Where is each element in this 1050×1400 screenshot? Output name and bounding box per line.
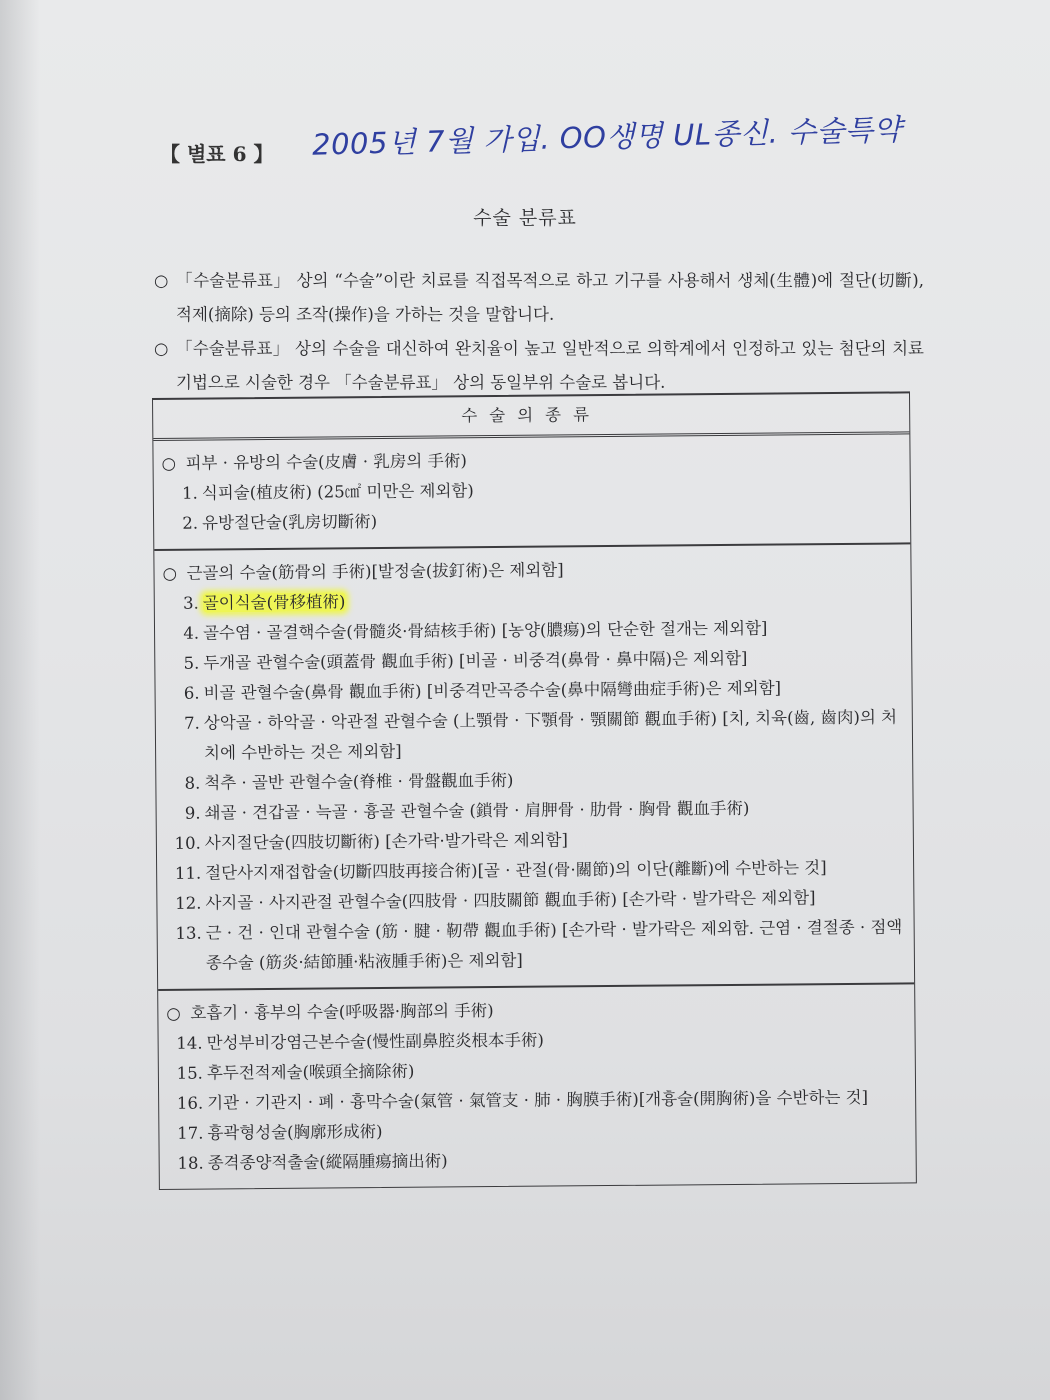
item-number: 8. bbox=[184, 773, 201, 793]
annex-label: 【 별표 6 】 bbox=[160, 142, 274, 166]
item-number: 11. bbox=[174, 863, 202, 883]
group-title: 근골의 수술(筋骨의 手術)[발정술(拔釘術)은 제외함] bbox=[186, 560, 564, 583]
table-group bbox=[158, 984, 916, 1189]
item-text: 골수염 · 골결핵수술(骨髓炎·骨結核手術) [농양(膿瘍)의 단순한 절개는 제외함] bbox=[202, 618, 768, 643]
note-item bbox=[154, 332, 924, 400]
item-text: 만성부비강염근본수술(慢性副鼻腔炎根本手術) bbox=[206, 1030, 544, 1053]
group-bullet: ○ bbox=[166, 1003, 181, 1023]
notes-section bbox=[154, 264, 924, 400]
list-item bbox=[168, 1142, 906, 1178]
note-item bbox=[154, 264, 924, 332]
group-bullet: ○ bbox=[161, 453, 177, 473]
item-number: 4. bbox=[183, 623, 200, 643]
item-number: 5. bbox=[183, 653, 200, 673]
table-body bbox=[153, 434, 915, 1189]
group-title: 피부 · 유방의 수술(皮膚 · 乳房의 手術) bbox=[185, 451, 468, 473]
item-text: 비골 관혈수술(鼻骨 觀血手術) [비중격만곡증수술(鼻中隔彎曲症手術)은 제외함] bbox=[203, 678, 782, 703]
item-number: 17. bbox=[177, 1123, 204, 1143]
note-bullet: ○ bbox=[154, 339, 169, 358]
item-label bbox=[204, 702, 902, 768]
item-text: 사지골 · 사지관절 관혈수술(四肢骨 · 四肢關節 觀血手術) [손가락 · 발가락은 제외함] bbox=[205, 888, 816, 913]
item-text: 흉곽형성술(胸廓形成術) bbox=[207, 1122, 383, 1143]
list-item bbox=[164, 702, 902, 768]
item-number: 16. bbox=[176, 1093, 204, 1113]
table-group bbox=[153, 434, 910, 551]
item-number: 1. bbox=[181, 483, 198, 503]
item-number: 2. bbox=[182, 513, 199, 533]
item-number: 12. bbox=[175, 893, 202, 913]
note-text: 「수술분류표」 상의 “수술”이란 치료를 직접목적으로 하고 기구를 사용해서 생체(生體)에 절단(切斷), 적제(摘除) 등의 조작(操作)을 가하는 것을 말합니다. bbox=[176, 271, 924, 324]
item-text: 유방절단술(乳房切斷術) bbox=[202, 512, 378, 533]
item-label bbox=[206, 912, 904, 978]
item-number: 7. bbox=[184, 713, 200, 733]
item-text: 상악골 · 하악골 · 악관절 관혈수술 (上顎骨 · 下顎骨 · 顎關節 觀血手術) [치, 치육(齒, 齒肉)의 처치에 수반하는 것은 제외함] bbox=[203, 707, 898, 763]
table-group bbox=[154, 544, 914, 991]
item-text: 사지절단술(四肢切斷術) [손가락·발가락은 제외함] bbox=[204, 830, 569, 853]
item-label bbox=[202, 502, 900, 538]
item-text: 두개골 관혈수술(頭蓋骨 觀血手術) [비골 · 비중격(鼻骨 · 鼻中隔)은 제외함] bbox=[203, 648, 748, 673]
highlighted-item-text: 골이식술(骨移植術) bbox=[202, 592, 346, 613]
item-number: 15. bbox=[176, 1063, 203, 1083]
page-title: 수술 분류표 bbox=[473, 207, 577, 229]
list-item bbox=[166, 912, 904, 978]
group-bullet: ○ bbox=[162, 563, 178, 583]
surgery-classification-table bbox=[152, 391, 917, 1190]
item-text: 척추 · 골반 관혈수술(脊椎 · 骨盤觀血手術) bbox=[204, 770, 514, 793]
table-header: 수술의종류 bbox=[153, 393, 909, 441]
item-number: 14. bbox=[176, 1033, 203, 1053]
item-text: 종격종양적출술(縱隔腫瘍摘出術) bbox=[207, 1151, 448, 1173]
item-text: 쇄골 · 견갑골 · 늑골 · 흉골 관혈수술 (鎖骨 · 肩胛骨 · 肋骨 · 胸骨 觀血手術) bbox=[204, 798, 750, 823]
item-text: 식피술(植皮術) (25㎠ 미만은 제외함) bbox=[201, 481, 474, 503]
item-number: 13. bbox=[175, 923, 202, 943]
item-label bbox=[208, 1142, 906, 1178]
item-text: 근 · 건 · 인대 관혈수술 (筋 · 腱 · 靭帶 觀血手術) [손가락 · 발가락은 제외함. 근염 · 결절종 · 점액종수술 (筋炎·結節腫·粘液腫手術)은 제외함] bbox=[205, 917, 903, 973]
note-bullet: ○ bbox=[154, 271, 169, 290]
item-number: 9. bbox=[184, 803, 201, 823]
item-text: 기관 · 기관지 · 폐 · 흉막수술(氣管 · 氣管支 · 肺 · 胸膜手術)[개흉술(開胸術)을 수반하는 것] bbox=[207, 1087, 869, 1113]
handwritten-note: 2005년 7월 가입. OO생명 UL종신. 수술특약 bbox=[311, 112, 903, 162]
item-text: 절단사지재접합술(切斷四肢再接合術)[골 · 관절(骨·關節)의 이단(離斷)에 수반하는 것] bbox=[205, 858, 827, 883]
item-number: 18. bbox=[177, 1153, 204, 1173]
group-title: 호흡기 · 흉부의 수술(呼吸器·胸部의 手術) bbox=[190, 1001, 494, 1023]
note-text: 「수술분류표」 상의 수술을 대신하여 완치율이 높고 일반적으로 의학계에서 인정하고 있는 첨단의 치료기법으로 시술한 경우 「수술분류표」 상의 동일부위 수술로 봅니다. bbox=[176, 339, 924, 392]
list-item bbox=[162, 502, 900, 538]
item-number: 3. bbox=[182, 593, 199, 613]
item-text: 후두전적제술(喉頭全摘除術) bbox=[206, 1061, 415, 1083]
item-number: 6. bbox=[183, 683, 200, 703]
item-number: 10. bbox=[174, 833, 201, 853]
